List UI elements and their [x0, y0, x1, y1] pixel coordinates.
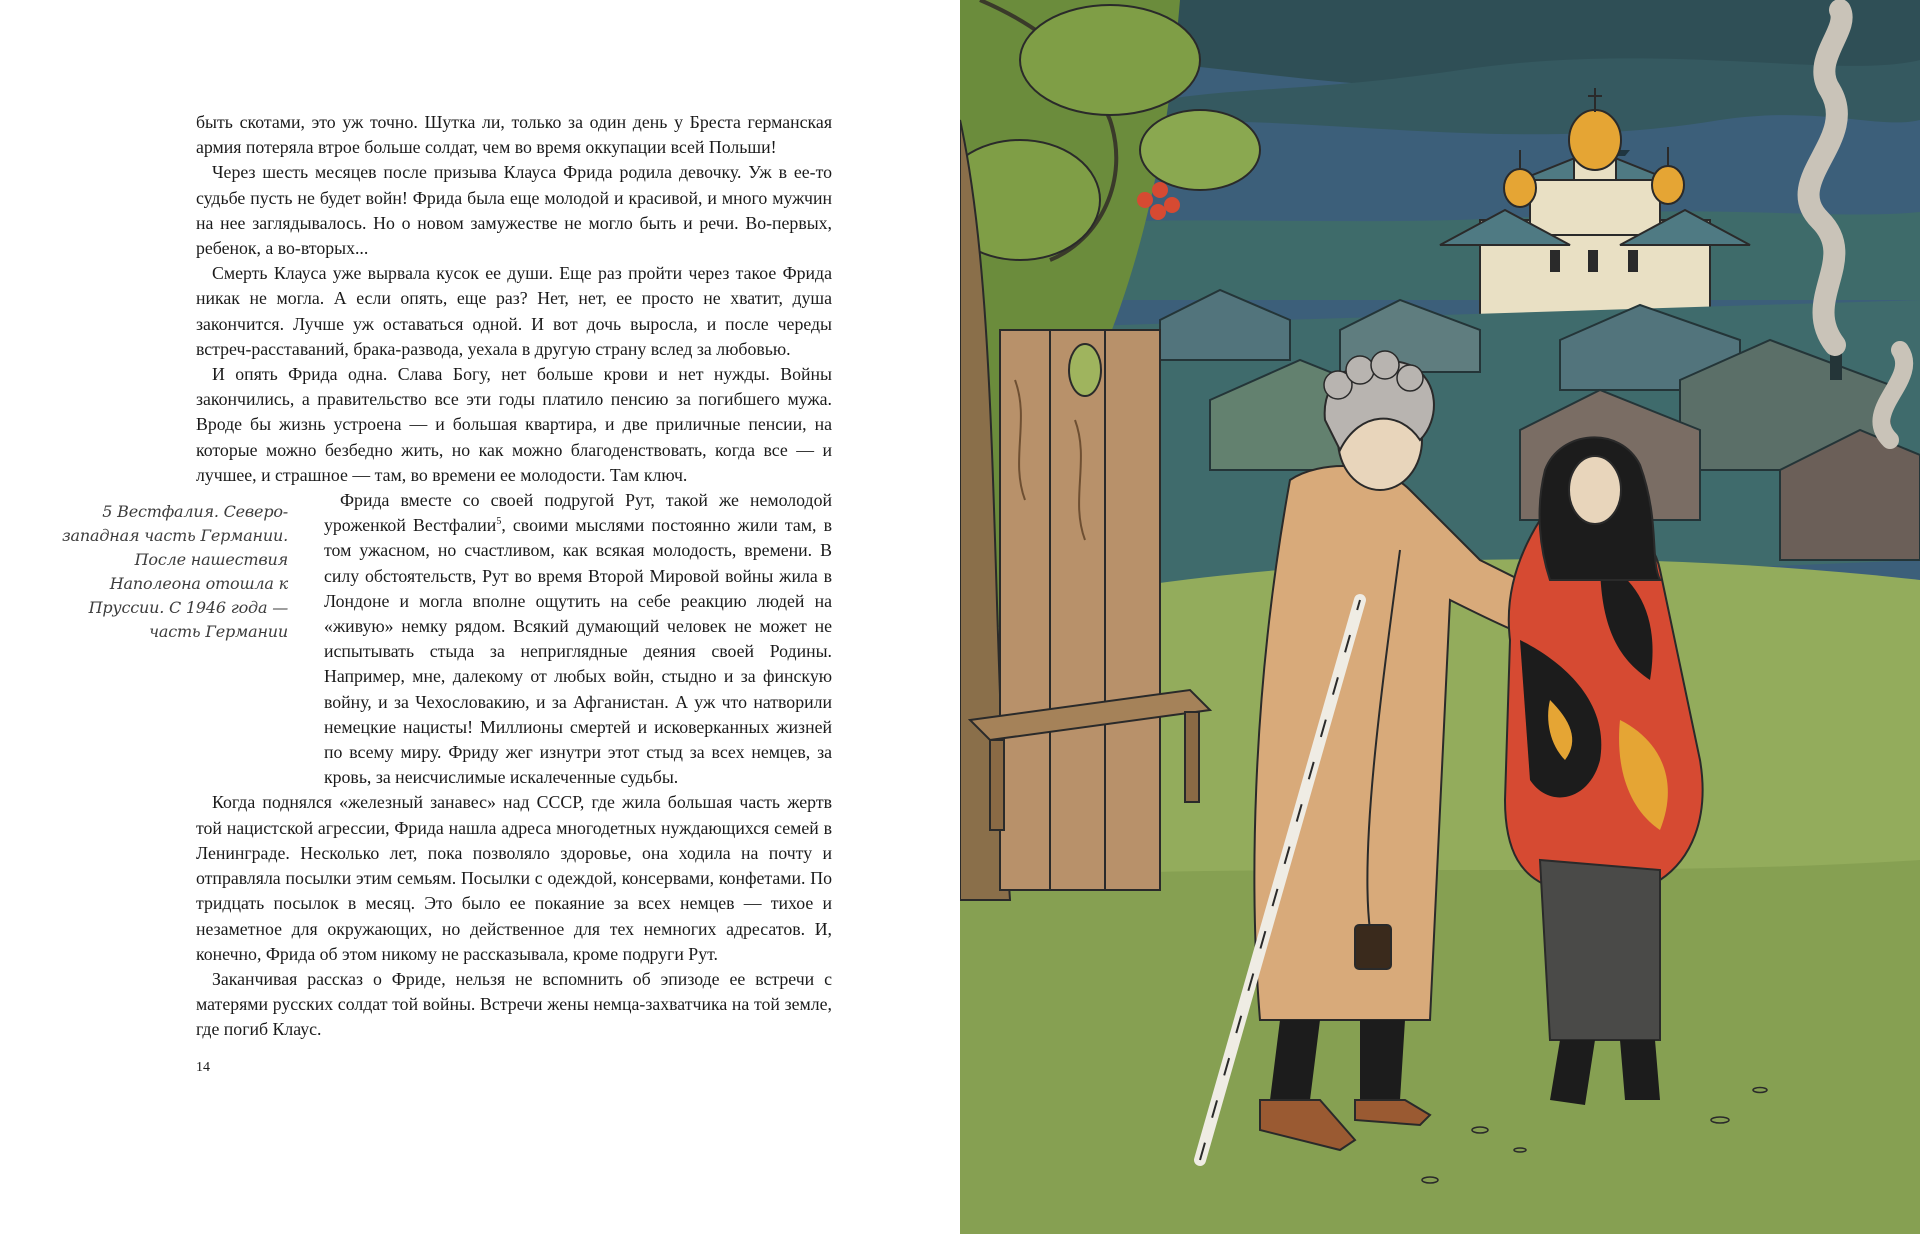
- paragraph-5-rest: , своими мыслями постоянно жили там, в том ужасном, но счастливом, как всякая молодость, времени. В силу обстоятельств, Рут во время Второй Мировой войны жила в Лондоне и могла вполне ощутить на себе реакцию людей на «живую» немку рядом. Всякий думающий человек не может не испытывать стыда за неприглядные деяния своей Родины. Например, мне, далекому от любых войн, стыдно и за финскую войну, и за Чехословакию, и за Афганистан. А уж что натворили немецкие нацисты! Миллионы смертей и исковерканных жизней по всему миру. Фриду жег изнутри этот стыд за всех немцев, за кровь, за неисчислимые искалеченные судьбы.: [324, 515, 832, 788]
- footnote-number: 5: [102, 502, 113, 521]
- paragraph-5-start: Фрида вместе со своей подругой Рут, такой же немолодой уроженкой Вестфалии: [324, 490, 832, 536]
- paragraph-1: быть скотами, это уж точно. Шутка ли, только за один день у Бреста германская армия потеряла втрое больше солдат, чем во время оккупации всей Польши!: [196, 112, 832, 158]
- paragraph-4: И опять Фрида одна. Слава Богу, нет больше крови и нет нужды. Войны закончились, а правительство все эти годы платило пенсию за погибшего мужа. Вроде бы жизнь устроена — и большая квартира, и две приличные пенсии, на которые можно безбедно жить, но как можно благоденствовать, когда все — и лучшее, и страшное — там, во времени ее молодости. Там ключ.: [196, 364, 832, 485]
- hill-shade: [960, 860, 1920, 1234]
- illustration: [960, 0, 1920, 1234]
- paragraph-5: [324, 488, 832, 790]
- paragraph-3: Смерть Клауса уже вырвала кусок ее души. Еще раз пройти через такое Фрида никак не могла. А если опять, еще раз? Нет, нет, ее просто не хватит, душа закончится. Лучше уж оставаться одной. И вот дочь выросла, и после череды встреч-расставаний, брака-развода, уехала в другую страну вслед за любовью.: [196, 263, 832, 359]
- paragraph-6: Когда поднялся «железный занавес» над СССР, где жила большая часть жертв той нацистской агрессии, Фрида нашла адреса многодетных нуждающихся семей в Ленинграде. Несколько лет, пока позволяло здоровье, она ходила на почту и отправляла посылки этим семьям. Посылки с одеждой, консервами, конфетами. По тридцать посылок в месяц. Это было ее покаяние за всех немцев — тихое и незаметное для окружающих, но действенное для тех немногих адресатов. И, конечно, Фрида об этом никому не рассказывала, кроме подруги Рут.: [196, 792, 832, 964]
- page-number: 14: [196, 1060, 210, 1075]
- paragraph-2: Через шесть месяцев после призыва Клауса Фрида родила девочку. Уж в ее-то судьбе пусть не будет войн! Фрида была еще молодой и красивой, и много мужчин на нее заглядывалось. Но о новом замужестве не могло быть и речи. Во-первых, ребенок, а во-вторых...: [196, 162, 832, 259]
- fence: [1000, 330, 1160, 890]
- body-text: [196, 110, 832, 1043]
- paragraph-7: Заканчивая рассказ о Фриде, нельзя не вспомнить об эпизоде ее встречи с матерями русских солдат той войны. Встречи жены немца-захватчика на той земле, где погиб Клаус.: [196, 968, 832, 1040]
- illustration-page: [960, 0, 1920, 1234]
- footnote: [40, 500, 288, 644]
- footnote-text: Вестфалия. Северо-западная часть Германии. После нашествия Наполеона отошла к Пруссии. С 1946 года — часть Германии: [62, 502, 288, 641]
- footnote-ref[interactable]: 5: [496, 516, 502, 528]
